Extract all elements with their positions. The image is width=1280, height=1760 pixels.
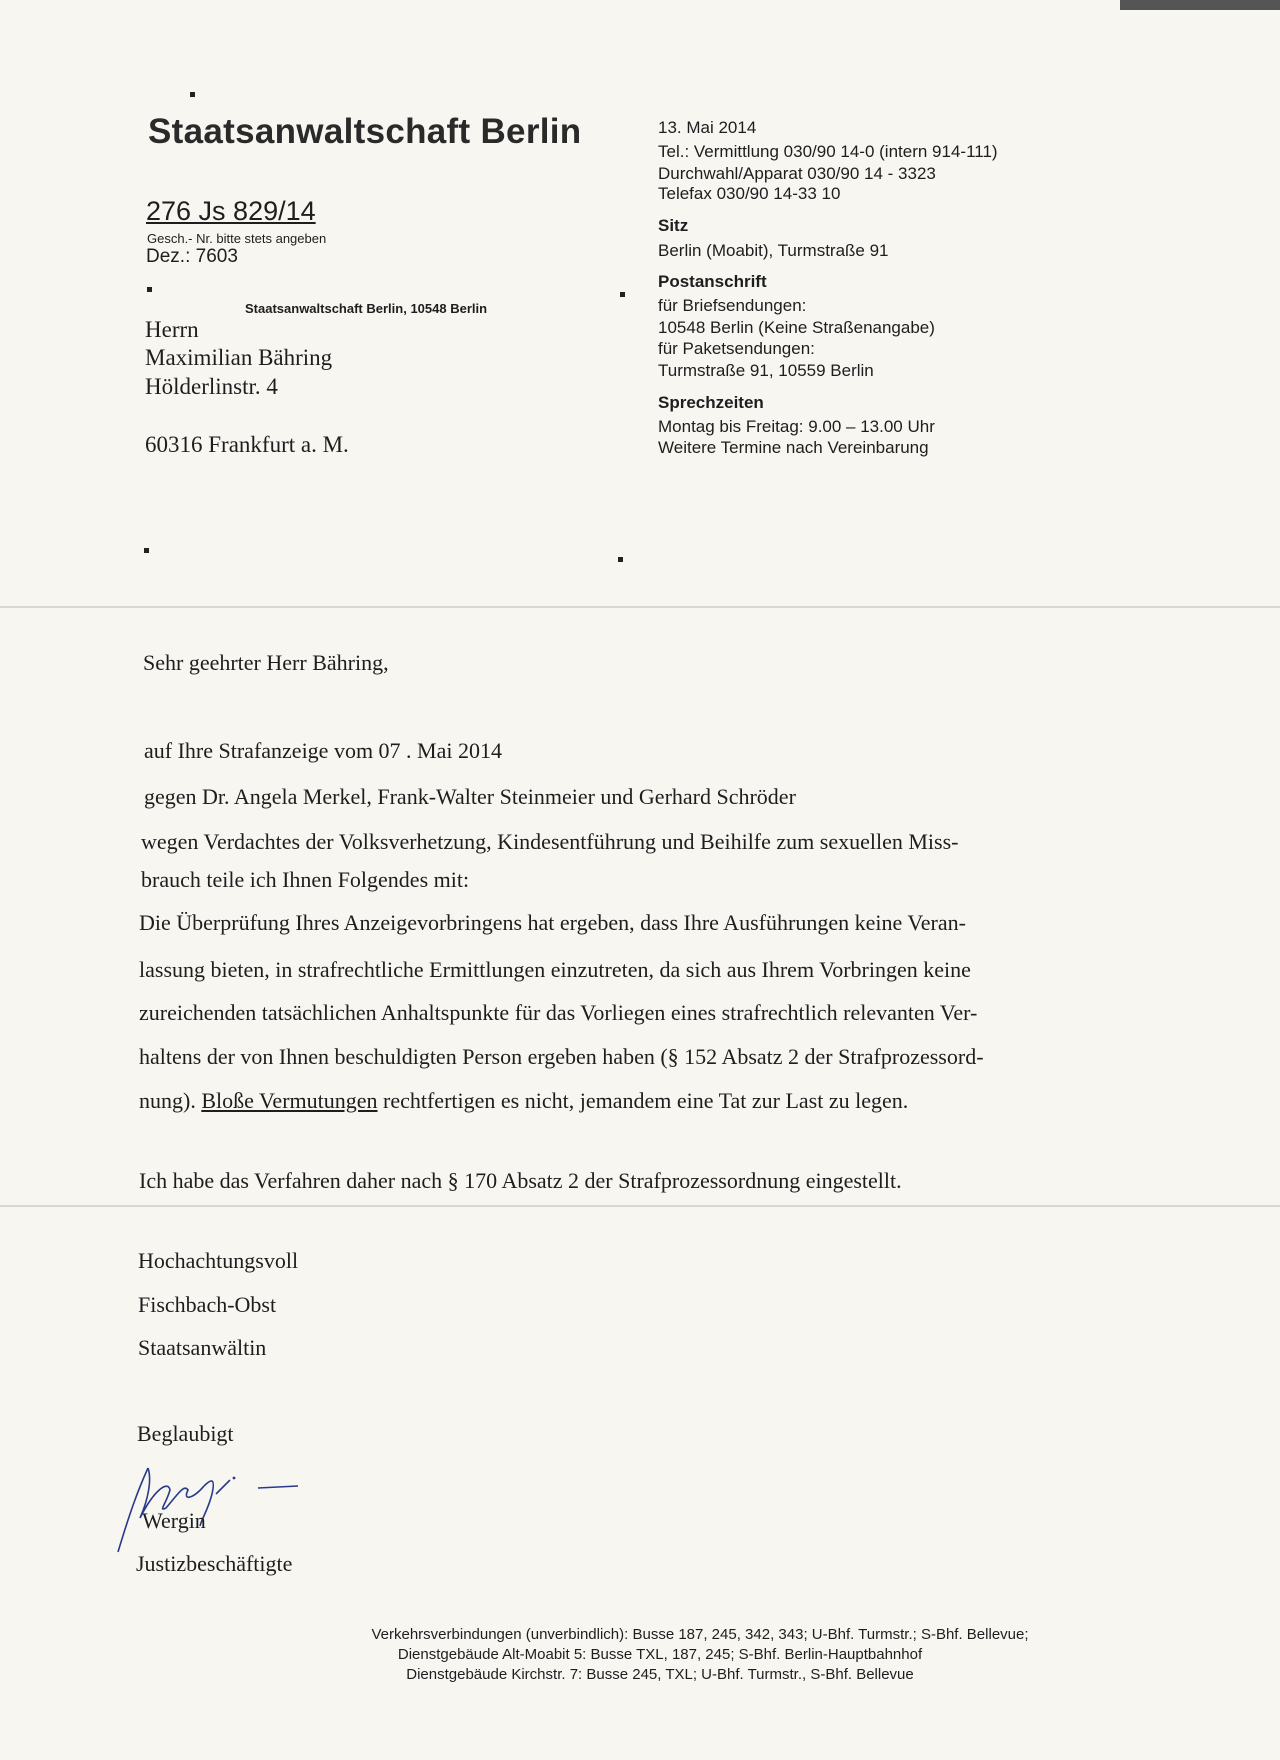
- body-text-part: nung).: [139, 1088, 202, 1113]
- seat-label: Sitz: [658, 216, 689, 235]
- phone-direct: Durchwahl/Apparat 030/90 14 - 3323: [658, 164, 936, 183]
- postal-letters-label: für Briefsendungen:: [658, 296, 807, 315]
- mark-dot: [618, 557, 623, 562]
- return-address: Staatsanwaltschaft Berlin, 10548 Berlin: [245, 301, 488, 316]
- mark-dot: [620, 292, 625, 297]
- footer-transport: Verkehrsverbindungen (unverbindlich): Busse 187, 245, 342, 343; U-Bhf. Turmstr.; S-Bhf. Bellevue;: [371, 1626, 1029, 1643]
- file-number-hint: Gesch.- Nr. bitte stets angeben: [147, 231, 327, 246]
- seat-address: Berlin (Moabit), Turmstraße 91: [658, 241, 889, 260]
- underlined-phrase: Bloße Vermutungen: [201, 1088, 378, 1113]
- signer-name: Fischbach-Obst: [138, 1292, 277, 1317]
- recipient-street: Hölderlinstr. 4: [145, 374, 278, 399]
- fold-line-lower: [0, 1205, 1280, 1207]
- file-number: 276 Js 829/14: [146, 196, 316, 226]
- clerk-title: Justizbeschäftigte: [136, 1551, 293, 1576]
- mark-dot: [147, 287, 152, 292]
- body-line: Die Überprüfung Ihres Anzeigevorbringens hat ergeben, dass Ihre Ausführungen keine Veran-: [139, 910, 966, 935]
- body-line: haltens der von Ihnen beschuldigten Person ergeben haben (§ 152 Absatz 2 der Strafprozessord-: [139, 1044, 984, 1069]
- body-line: brauch teile ich Ihnen Folgendes mit:: [141, 867, 470, 892]
- body-line: auf Ihre Strafanzeige vom 07 . Mai 2014: [144, 738, 502, 763]
- regards: Hochachtungsvoll: [138, 1248, 299, 1273]
- body-text-part: rechtfertigen es nicht, jemandem eine Tat zur Last zu legen.: [377, 1088, 909, 1113]
- postal-parcels-address: Turmstraße 91, 10559 Berlin: [658, 361, 874, 380]
- signer-title: Staatsanwältin: [138, 1335, 267, 1360]
- phone-main: Tel.: Vermittlung 030/90 14-0 (intern 914-111): [658, 142, 998, 161]
- clerk-name: Wergin: [142, 1508, 206, 1533]
- fold-line-upper: [0, 606, 1280, 608]
- postal-label: Postanschrift: [658, 272, 767, 291]
- department-number: Dez.: 7603: [146, 246, 238, 267]
- footer-building-2: Dienstgebäude Kirchstr. 7: Busse 245, TXL; U-Bhf. Turmstr., S-Bhf. Bellevue: [406, 1666, 914, 1683]
- office-hours-label: Sprechzeiten: [658, 393, 764, 412]
- body-line: lassung bieten, in strafrechtliche Ermittlungen einzutreten, da sich aus Ihrem Vorbringen keine: [139, 957, 971, 982]
- mark-dot: [190, 92, 195, 97]
- recipient-name: Maximilian Bähring: [145, 345, 333, 370]
- office-hours-extra: Weitere Termine nach Vereinbarung: [658, 438, 929, 457]
- body-line: wegen Verdachtes der Volksverhetzung, Kindesentführung und Beihilfe zum sexuellen Miss-: [141, 829, 959, 854]
- closing-statement: Ich habe das Verfahren daher nach § 170 Absatz 2 der Strafprozessordnung eingestellt.: [139, 1168, 902, 1193]
- greeting: Sehr geehrter Herr Bähring,: [143, 650, 389, 675]
- recipient-city: 60316 Frankfurt a. M.: [145, 432, 349, 457]
- letter-date: 13. Mai 2014: [658, 118, 757, 137]
- postal-parcels-label: für Paketsendungen:: [658, 339, 815, 358]
- signature-icon: [108, 1450, 328, 1560]
- postal-letters-address: 10548 Berlin (Keine Straßenangabe): [658, 318, 935, 337]
- agency-name: Staatsanwaltschaft Berlin: [148, 112, 582, 151]
- footer-building-1: Dienstgebäude Alt-Moabit 5: Busse TXL, 187, 245; S-Bhf. Berlin-Hauptbahnhof: [397, 1646, 923, 1663]
- body-line-last: [139, 1088, 908, 1114]
- certified-label: Beglaubigt: [137, 1421, 234, 1446]
- office-hours: Montag bis Freitag: 9.00 – 13.00 Uhr: [658, 417, 935, 436]
- fax: Telefax 030/90 14-33 10: [658, 184, 841, 203]
- recipient-salutation: Herrn: [145, 317, 199, 342]
- scan-edge: [1120, 0, 1280, 10]
- body-line: zureichenden tatsächlichen Anhaltspunkte für das Vorliegen eines strafrechtlich relevanten Ver-: [139, 1000, 978, 1025]
- mark-dot: [144, 548, 149, 553]
- body-line: gegen Dr. Angela Merkel, Frank-Walter Steinmeier und Gerhard Schröder: [144, 784, 796, 809]
